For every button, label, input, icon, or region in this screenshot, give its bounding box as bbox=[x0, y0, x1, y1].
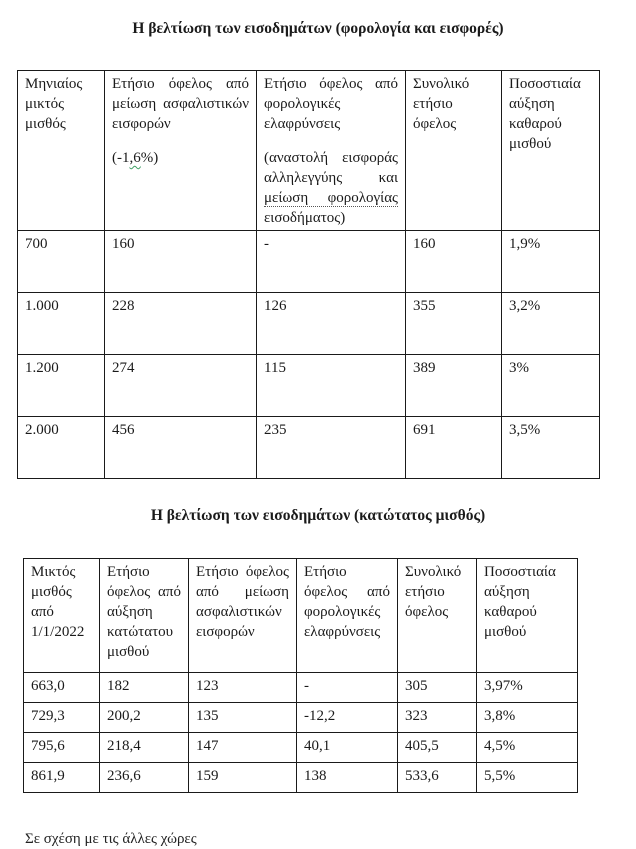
table-row bbox=[18, 417, 600, 479]
table2-header-contribution-reduction-benefit bbox=[189, 559, 297, 673]
table1-header-total-annual-benefit bbox=[406, 71, 502, 231]
note-prefix: (-1 bbox=[112, 150, 130, 166]
cell: 160 bbox=[406, 231, 502, 293]
header-text: Ετήσιο όφελος από φορολογικές ελαφρύνσεις bbox=[304, 564, 390, 640]
cell: - bbox=[297, 673, 398, 703]
cell: 3,8% bbox=[477, 703, 578, 733]
cell: 456 bbox=[105, 417, 257, 479]
table2-header-min-wage-increase-benefit bbox=[100, 559, 189, 673]
cell: 4,5% bbox=[477, 733, 578, 763]
cell: 405,5 bbox=[398, 733, 477, 763]
cell: 1,9% bbox=[502, 231, 600, 293]
table-row bbox=[24, 703, 578, 733]
cell: 135 bbox=[189, 703, 297, 733]
cell: 147 bbox=[189, 733, 297, 763]
table-row bbox=[24, 733, 578, 763]
table-row bbox=[24, 763, 578, 793]
note-suffix: %) bbox=[140, 150, 159, 166]
table2-header-net-salary-increase-pct bbox=[477, 559, 578, 673]
cell: 533,6 bbox=[398, 763, 477, 793]
cell: 123 bbox=[189, 673, 297, 703]
cell: -12,2 bbox=[297, 703, 398, 733]
header-text: Ετήσιο όφελος από μείωση ασφαλιστικών εισφορών bbox=[112, 76, 249, 132]
table2-title: Η βελτίωση των εισοδημάτων (κατώτατος μισθός) bbox=[150, 507, 486, 524]
cell: 1.200 bbox=[18, 355, 105, 417]
cell: 729,3 bbox=[24, 703, 100, 733]
cell: 40,1 bbox=[297, 733, 398, 763]
cell: 2.000 bbox=[18, 417, 105, 479]
clipped-paragraph: Σε σχέση με τις άλλες χώρες bbox=[25, 831, 197, 847]
cell: 200,2 bbox=[100, 703, 189, 733]
table2-header-total-annual-benefit bbox=[398, 559, 477, 673]
table1-header-tax-relief-benefit bbox=[257, 71, 406, 231]
cell: 115 bbox=[257, 355, 406, 417]
cell: 235 bbox=[257, 417, 406, 479]
header-text: Ποσοστιαία αύξηση καθαρού μισθού bbox=[484, 564, 556, 640]
table-row bbox=[24, 673, 578, 703]
header-text: Μηνιαίος μικτός μισθός bbox=[25, 76, 83, 132]
dotted-underline-text: μείωση φορολογίας bbox=[264, 190, 398, 206]
grammar-squiggle-text: ,6 bbox=[129, 150, 141, 166]
table1-header-row bbox=[18, 71, 600, 231]
note-text: εισοδήματος) bbox=[264, 210, 346, 226]
cell: 355 bbox=[406, 293, 502, 355]
header-text: Μικτός μισθός από 1/1/2022 bbox=[31, 564, 85, 640]
table2-header-tax-relief-benefit bbox=[297, 559, 398, 673]
cell: 126 bbox=[257, 293, 406, 355]
header-text: Ετήσιο όφελος από φορολογικές ελαφρύνσεις bbox=[264, 76, 398, 132]
cell: 691 bbox=[406, 417, 502, 479]
cell: 5,5% bbox=[477, 763, 578, 793]
cell: 323 bbox=[398, 703, 477, 733]
header-text: Ετήσιο όφελος από μείωση ασφαλιστικών εισφορών bbox=[196, 564, 289, 640]
header-text: Ποσοστιαία αύξηση καθαρού μισθού bbox=[509, 76, 581, 152]
cell: 274 bbox=[105, 355, 257, 417]
cell: 3,5% bbox=[502, 417, 600, 479]
cell: 305 bbox=[398, 673, 477, 703]
cell: 138 bbox=[297, 763, 398, 793]
header-note bbox=[112, 148, 249, 168]
table1-header-net-salary-increase-pct bbox=[502, 71, 600, 231]
cell: 236,6 bbox=[100, 763, 189, 793]
header-note bbox=[264, 148, 398, 228]
cell: 3,2% bbox=[502, 293, 600, 355]
table1-title: Η βελτίωση των εισοδημάτων (φορολογία και εισφορές) bbox=[132, 20, 504, 37]
table1-header-monthly-gross-salary bbox=[18, 71, 105, 231]
table1-header-contribution-reduction-benefit bbox=[105, 71, 257, 231]
cell: 228 bbox=[105, 293, 257, 355]
cell: 663,0 bbox=[24, 673, 100, 703]
cell: 1.000 bbox=[18, 293, 105, 355]
header-text: Συνολικό ετήσιο όφελος bbox=[405, 564, 462, 620]
cell: 3,97% bbox=[477, 673, 578, 703]
table-row bbox=[18, 231, 600, 293]
table-row bbox=[18, 355, 600, 417]
cell: 160 bbox=[105, 231, 257, 293]
cell: - bbox=[257, 231, 406, 293]
cell: 700 bbox=[18, 231, 105, 293]
table2-header-gross-salary-from-2022 bbox=[24, 559, 100, 673]
cell: 159 bbox=[189, 763, 297, 793]
table-row bbox=[18, 293, 600, 355]
header-text: Συνολικό ετήσιο όφελος bbox=[413, 76, 470, 132]
cell: 218,4 bbox=[100, 733, 189, 763]
table2-header-row bbox=[24, 559, 578, 673]
cell: 389 bbox=[406, 355, 502, 417]
income-table-tax-and-contributions bbox=[17, 70, 600, 479]
cell: 795,6 bbox=[24, 733, 100, 763]
header-text: Ετήσιο όφελος από αύξηση κατώτατου μισθού bbox=[107, 564, 181, 660]
income-table-minimum-wage bbox=[23, 558, 578, 793]
cell: 861,9 bbox=[24, 763, 100, 793]
cell: 182 bbox=[100, 673, 189, 703]
cell: 3% bbox=[502, 355, 600, 417]
note-text: (αναστολή εισφοράς αλληλεγγύης και bbox=[264, 150, 398, 186]
